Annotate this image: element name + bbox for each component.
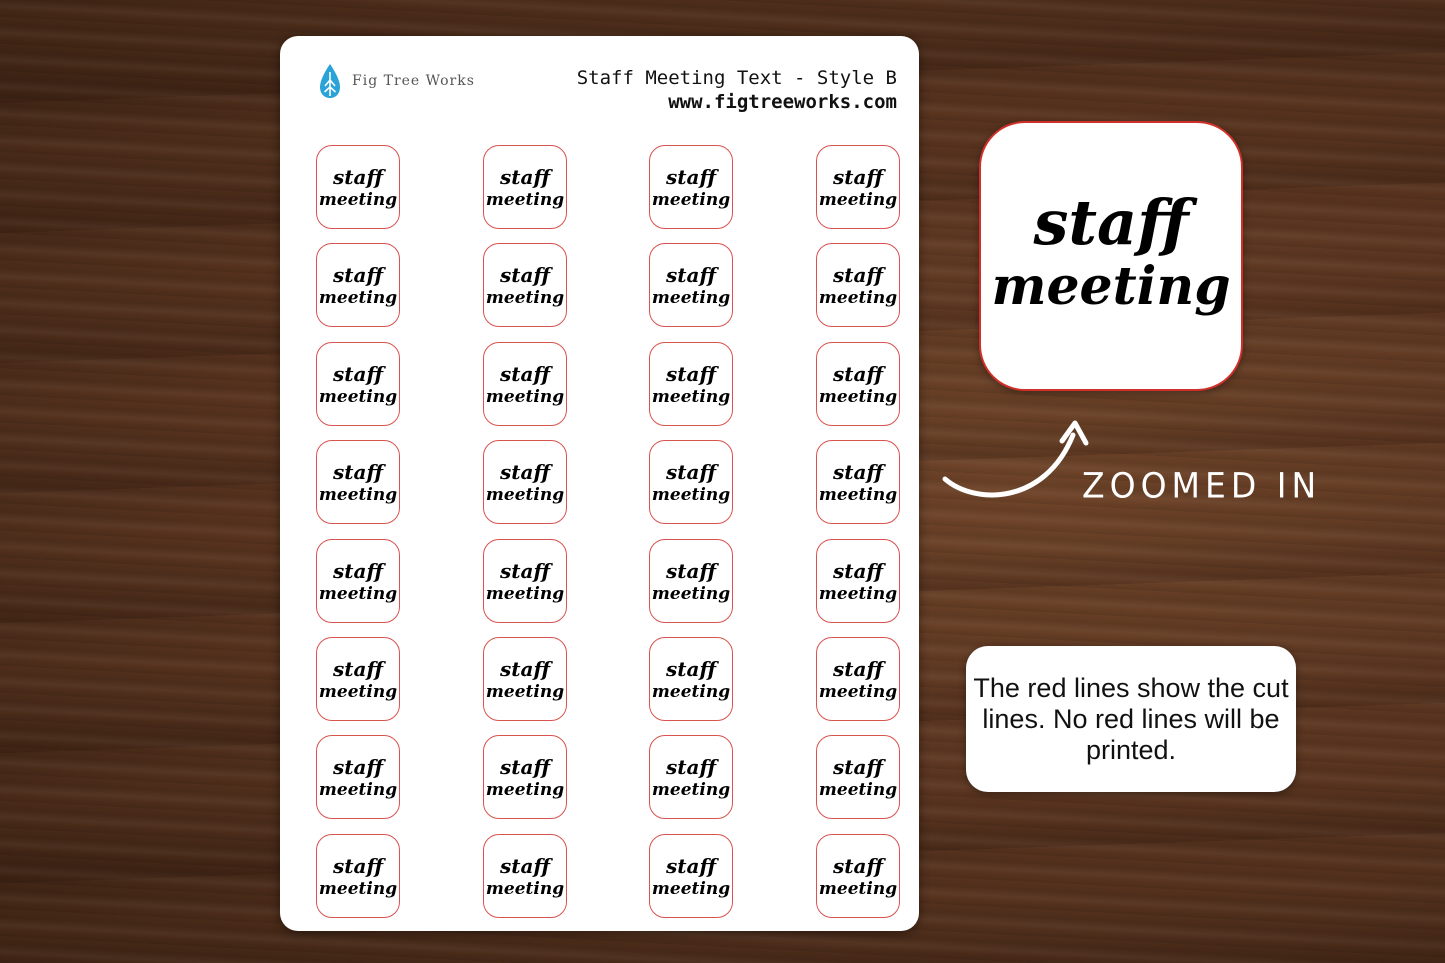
- sheet-title: Staff Meeting Text - Style B: [576, 67, 897, 89]
- sticker-text: [318, 261, 398, 309]
- sticker-line-staff: staff: [499, 361, 550, 386]
- sticker-text: [318, 655, 398, 703]
- sticker-text: [818, 261, 897, 309]
- sticker: [649, 440, 733, 524]
- sticker: [316, 735, 400, 819]
- sticker: [816, 539, 900, 623]
- sticker: [483, 834, 567, 918]
- sticker-line-meeting: meeting: [318, 681, 398, 702]
- sticker-text: [818, 458, 897, 506]
- zoomed-line-meeting: meeting: [991, 256, 1231, 317]
- sticker-line-staff: staff: [666, 263, 717, 288]
- sheet-header: [577, 66, 897, 114]
- sticker-text: [485, 458, 564, 506]
- sticker: [649, 342, 733, 426]
- sticker-line-staff: staff: [832, 558, 883, 583]
- sticker-line-staff: staff: [666, 361, 717, 386]
- sticker: [816, 243, 900, 327]
- sticker: [316, 145, 400, 229]
- sticker-text: [485, 557, 564, 605]
- sticker: [316, 342, 400, 426]
- sticker-text: [652, 261, 731, 309]
- sticker: [316, 243, 400, 327]
- sticker-line-meeting: meeting: [652, 190, 731, 210]
- sticker-line-staff: staff: [499, 853, 550, 878]
- sticker-line-meeting: meeting: [652, 583, 731, 604]
- sticker: [316, 834, 400, 918]
- zoomed-line-staff: staff: [1033, 186, 1189, 259]
- sticker-text: [485, 655, 564, 703]
- sticker-line-meeting: meeting: [818, 386, 897, 407]
- sticker-text: [818, 557, 897, 605]
- sticker-line-meeting: meeting: [818, 485, 897, 506]
- sticker-line-staff: staff: [832, 853, 883, 878]
- sticker-line-meeting: meeting: [818, 190, 897, 210]
- sticker-text: [652, 753, 731, 801]
- sticker-text: [818, 753, 897, 801]
- sticker-text: [485, 852, 564, 900]
- sticker-text: [318, 360, 398, 408]
- sticker-text: [318, 458, 398, 506]
- sticker-line-meeting: meeting: [652, 780, 731, 801]
- sticker-line-meeting: meeting: [818, 681, 897, 702]
- sticker: [649, 735, 733, 819]
- sticker-line-staff: staff: [666, 460, 717, 485]
- sticker-line-meeting: meeting: [318, 485, 398, 506]
- sticker-text: [318, 852, 398, 900]
- zoomed-sticker: [979, 121, 1243, 391]
- sticker-line-meeting: meeting: [318, 386, 398, 407]
- sticker-text: [485, 360, 564, 408]
- sticker-line-staff: staff: [333, 460, 383, 485]
- sticker-line-staff: staff: [832, 165, 883, 189]
- sticker-line-meeting: meeting: [652, 681, 731, 702]
- sticker-line-meeting: meeting: [818, 878, 897, 899]
- sticker-line-meeting: meeting: [485, 878, 564, 899]
- sticker: [649, 834, 733, 918]
- sticker: [483, 735, 567, 819]
- sticker: [649, 243, 733, 327]
- sticker: [483, 243, 567, 327]
- sticker-sheet: [280, 36, 919, 931]
- sticker-line-meeting: meeting: [318, 583, 398, 604]
- sticker-text: [818, 360, 897, 408]
- sticker-text: [818, 655, 897, 703]
- sticker: [316, 539, 400, 623]
- sheet-url: www.figtreeworks.com: [668, 91, 897, 113]
- sticker-line-staff: staff: [666, 558, 717, 583]
- sticker: [816, 145, 900, 229]
- sticker-line-staff: staff: [666, 853, 717, 878]
- sticker-line-meeting: meeting: [818, 583, 897, 604]
- sticker-text: [652, 852, 731, 900]
- sticker-line-meeting: meeting: [485, 485, 564, 506]
- sticker: [316, 637, 400, 721]
- zoomed-sticker-text: [991, 176, 1231, 336]
- sticker-text: [652, 557, 731, 605]
- sticker-line-staff: staff: [333, 263, 383, 288]
- sticker-line-staff: staff: [666, 656, 717, 681]
- sticker: [649, 145, 733, 229]
- drop-leaf-logo-icon: [316, 62, 344, 100]
- sticker-line-staff: staff: [333, 165, 383, 189]
- sticker-line-meeting: meeting: [485, 386, 564, 407]
- sticker-line-meeting: meeting: [652, 878, 731, 899]
- sticker: [483, 539, 567, 623]
- sticker: [649, 539, 733, 623]
- sticker-line-staff: staff: [832, 656, 883, 681]
- sticker-text: [318, 753, 398, 801]
- sticker-text: [652, 655, 731, 703]
- sticker-line-meeting: meeting: [818, 780, 897, 801]
- sticker-line-meeting: meeting: [485, 780, 564, 801]
- sticker-line-meeting: meeting: [485, 681, 564, 702]
- sticker-text: [652, 163, 731, 211]
- sticker-line-staff: staff: [499, 460, 550, 485]
- sticker-line-meeting: meeting: [652, 288, 731, 309]
- zoomed-in-label: ZOOMED IN: [1082, 465, 1322, 506]
- cut-lines-note-text: The red lines show the cut lines. No red lines will be printed.: [973, 672, 1289, 765]
- sticker-line-meeting: meeting: [818, 288, 897, 309]
- sticker-text: [318, 163, 398, 211]
- sticker-line-meeting: meeting: [652, 386, 731, 407]
- sticker-line-staff: staff: [499, 755, 550, 780]
- sticker-line-meeting: meeting: [318, 780, 398, 801]
- sticker: [483, 342, 567, 426]
- sticker-line-meeting: meeting: [485, 190, 564, 210]
- sticker: [816, 735, 900, 819]
- sticker-line-staff: staff: [333, 853, 383, 878]
- sticker-line-meeting: meeting: [652, 485, 731, 506]
- sticker-text: [652, 360, 731, 408]
- sticker-line-staff: staff: [832, 460, 883, 485]
- brand-name: Fig Tree Works: [352, 73, 475, 89]
- sticker-line-staff: staff: [499, 656, 550, 681]
- sticker-line-meeting: meeting: [318, 190, 398, 210]
- sticker-line-staff: staff: [333, 755, 383, 780]
- sticker-line-meeting: meeting: [318, 878, 398, 899]
- sticker-line-staff: staff: [499, 165, 550, 189]
- sticker-line-meeting: meeting: [485, 288, 564, 309]
- sticker: [483, 440, 567, 524]
- sticker-line-staff: staff: [333, 558, 383, 583]
- sticker: [816, 440, 900, 524]
- sticker-grid: [316, 145, 900, 918]
- sticker: [649, 637, 733, 721]
- sticker-text: [485, 753, 564, 801]
- sticker: [816, 834, 900, 918]
- sticker: [483, 637, 567, 721]
- sticker-text: [318, 557, 398, 605]
- sticker-line-staff: staff: [832, 263, 883, 288]
- sticker: [816, 342, 900, 426]
- sticker-line-staff: staff: [333, 361, 383, 386]
- sticker-line-staff: staff: [499, 263, 550, 288]
- sticker: [316, 440, 400, 524]
- sticker-text: [485, 261, 564, 309]
- sticker-line-staff: staff: [666, 165, 717, 189]
- brand: [316, 62, 475, 100]
- sticker-line-meeting: meeting: [485, 583, 564, 604]
- sticker-line-staff: staff: [666, 755, 717, 780]
- sticker-text: [485, 163, 564, 211]
- cut-lines-note: [966, 646, 1296, 792]
- sticker-line-staff: staff: [333, 656, 383, 681]
- sticker-line-meeting: meeting: [318, 288, 398, 309]
- sticker-line-staff: staff: [832, 755, 883, 780]
- sticker-line-staff: staff: [499, 558, 550, 583]
- sticker-text: [818, 163, 897, 211]
- sticker-text: [818, 852, 897, 900]
- curved-arrow-icon: [935, 405, 1095, 515]
- sticker: [483, 145, 567, 229]
- sticker-line-staff: staff: [832, 361, 883, 386]
- sticker: [816, 637, 900, 721]
- sticker-text: [652, 458, 731, 506]
